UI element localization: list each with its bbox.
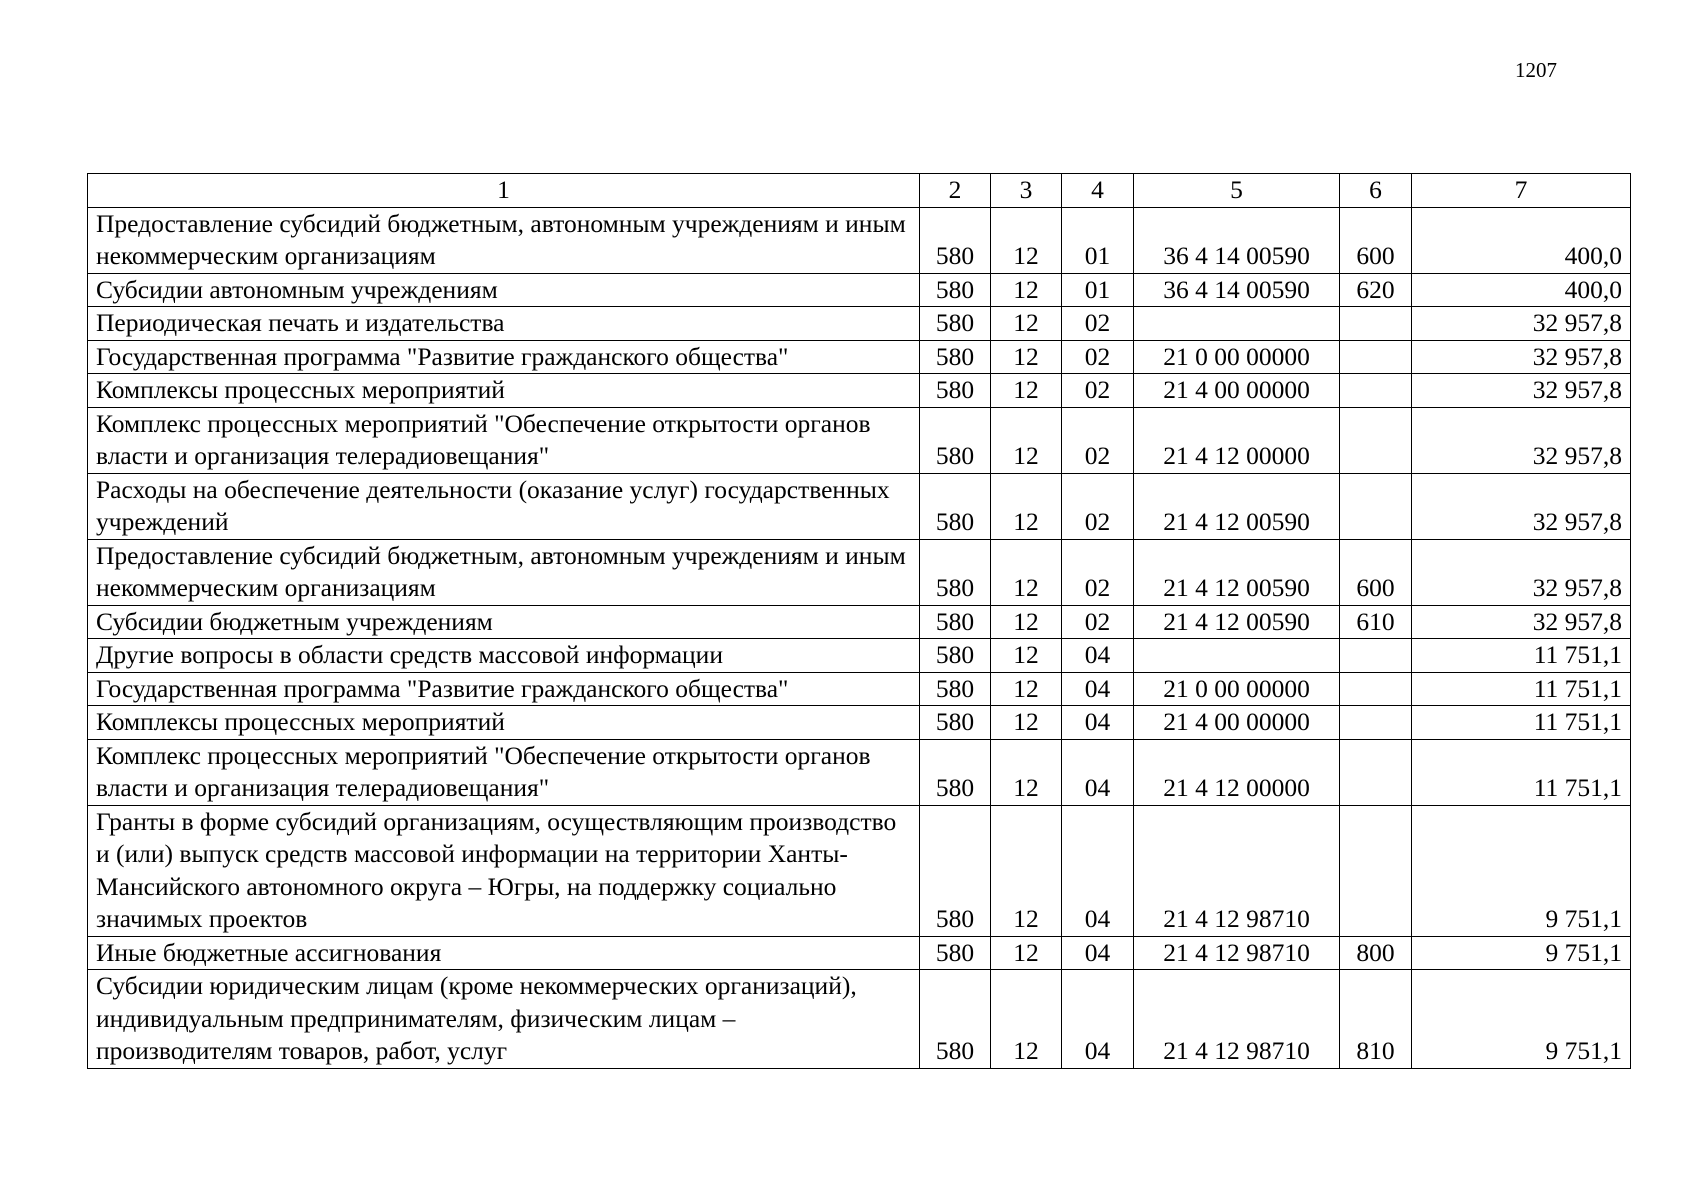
row-expense-type-cell: [1340, 407, 1412, 473]
table-body: [88, 207, 1631, 1068]
row-name-cell: Государственная программа "Развитие гражданского общества": [88, 340, 920, 374]
row-subsection-cell: 02: [1062, 473, 1134, 539]
row-subsection-cell: 02: [1062, 340, 1134, 374]
row-section-cell: 12: [991, 672, 1062, 706]
row-grbs-cell: 580: [920, 672, 991, 706]
row-target-article-cell: 21 4 12 00000: [1134, 407, 1340, 473]
row-amount-cell: 32 957,8: [1412, 407, 1631, 473]
row-target-article-cell: 21 4 12 00590: [1134, 605, 1340, 639]
row-name-cell: Субсидии бюджетным учреждениям: [88, 605, 920, 639]
row-grbs-cell: 580: [920, 374, 991, 408]
row-grbs-cell: 580: [920, 706, 991, 740]
row-target-article-cell: 21 4 12 00590: [1134, 473, 1340, 539]
table-row: [88, 273, 1631, 307]
table-row: [88, 307, 1631, 341]
row-target-article-cell: [1134, 639, 1340, 673]
row-target-article-cell: 21 4 12 98710: [1134, 970, 1340, 1069]
row-expense-type-cell: [1340, 374, 1412, 408]
row-expense-type-cell: [1340, 340, 1412, 374]
table-row: [88, 672, 1631, 706]
row-section-cell: 12: [991, 605, 1062, 639]
row-name-cell: Расходы на обеспечение деятельности (оказание услуг) государственных учреждений: [88, 473, 920, 539]
row-target-article-cell: 36 4 14 00590: [1134, 273, 1340, 307]
table-row: [88, 207, 1631, 273]
row-amount-cell: 9 751,1: [1412, 805, 1631, 936]
row-grbs-cell: 580: [920, 473, 991, 539]
table-row: [88, 970, 1631, 1069]
row-target-article-cell: 21 4 12 00000: [1134, 739, 1340, 805]
row-grbs-cell: 580: [920, 605, 991, 639]
row-grbs-cell: 580: [920, 805, 991, 936]
table-row: [88, 374, 1631, 408]
budget-table: [87, 173, 1631, 1069]
row-name-cell: Другие вопросы в области средств массовой информации: [88, 639, 920, 673]
row-expense-type-cell: [1340, 672, 1412, 706]
row-name-cell: Комплексы процессных мероприятий: [88, 706, 920, 740]
row-amount-cell: 32 957,8: [1412, 605, 1631, 639]
row-subsection-cell: 04: [1062, 706, 1134, 740]
row-name-cell: Комплексы процессных мероприятий: [88, 374, 920, 408]
row-grbs-cell: 580: [920, 936, 991, 970]
row-amount-cell: 11 751,1: [1412, 739, 1631, 805]
row-name-cell: Субсидии автономным учреждениям: [88, 273, 920, 307]
row-subsection-cell: 02: [1062, 605, 1134, 639]
table-row: [88, 340, 1631, 374]
row-subsection-cell: 02: [1062, 539, 1134, 605]
row-subsection-cell: 01: [1062, 273, 1134, 307]
row-name-cell: Субсидии юридическим лицам (кроме некоммерческих организаций), индивидуальным предпринимателям, физическим лицам – производителям товаров, работ, услуг: [88, 970, 920, 1069]
row-section-cell: 12: [991, 936, 1062, 970]
column-header: 6: [1340, 174, 1412, 208]
row-name-cell: Комплекс процессных мероприятий "Обеспечение открытости органов власти и организация телерадиовещания": [88, 739, 920, 805]
column-header: 7: [1412, 174, 1631, 208]
row-expense-type-cell: 610: [1340, 605, 1412, 639]
row-section-cell: 12: [991, 307, 1062, 341]
table-header-row: [88, 174, 1631, 208]
row-expense-type-cell: 800: [1340, 936, 1412, 970]
row-target-article-cell: 21 4 00 00000: [1134, 706, 1340, 740]
row-section-cell: 12: [991, 739, 1062, 805]
row-amount-cell: 32 957,8: [1412, 307, 1631, 341]
row-name-cell: Предоставление субсидий бюджетным, автономным учреждениям и иным некоммерческим организациям: [88, 207, 920, 273]
row-section-cell: 12: [991, 473, 1062, 539]
row-subsection-cell: 04: [1062, 639, 1134, 673]
row-target-article-cell: 36 4 14 00590: [1134, 207, 1340, 273]
row-target-article-cell: 21 4 12 98710: [1134, 936, 1340, 970]
row-target-article-cell: 21 4 00 00000: [1134, 374, 1340, 408]
row-grbs-cell: 580: [920, 739, 991, 805]
column-header: 3: [991, 174, 1062, 208]
row-section-cell: 12: [991, 805, 1062, 936]
row-grbs-cell: 580: [920, 307, 991, 341]
row-grbs-cell: 580: [920, 340, 991, 374]
row-section-cell: 12: [991, 970, 1062, 1069]
row-amount-cell: 32 957,8: [1412, 340, 1631, 374]
row-expense-type-cell: [1340, 805, 1412, 936]
row-subsection-cell: 04: [1062, 936, 1134, 970]
row-expense-type-cell: 600: [1340, 539, 1412, 605]
row-name-cell: Комплекс процессных мероприятий "Обеспечение открытости органов власти и организация телерадиовещания": [88, 407, 920, 473]
row-section-cell: 12: [991, 407, 1062, 473]
row-grbs-cell: 580: [920, 207, 991, 273]
row-section-cell: 12: [991, 340, 1062, 374]
row-grbs-cell: 580: [920, 539, 991, 605]
table-row: [88, 639, 1631, 673]
row-amount-cell: 32 957,8: [1412, 374, 1631, 408]
table-row: [88, 473, 1631, 539]
row-amount-cell: 11 751,1: [1412, 672, 1631, 706]
row-grbs-cell: 580: [920, 970, 991, 1069]
row-amount-cell: 32 957,8: [1412, 473, 1631, 539]
row-grbs-cell: 580: [920, 273, 991, 307]
table-row: [88, 407, 1631, 473]
row-section-cell: 12: [991, 374, 1062, 408]
row-amount-cell: 32 957,8: [1412, 539, 1631, 605]
row-target-article-cell: [1134, 307, 1340, 341]
row-expense-type-cell: 600: [1340, 207, 1412, 273]
row-grbs-cell: 580: [920, 407, 991, 473]
row-subsection-cell: 04: [1062, 739, 1134, 805]
row-expense-type-cell: [1340, 473, 1412, 539]
row-expense-type-cell: 810: [1340, 970, 1412, 1069]
row-target-article-cell: 21 4 12 98710: [1134, 805, 1340, 936]
row-target-article-cell: 21 0 00 00000: [1134, 672, 1340, 706]
row-name-cell: Гранты в форме субсидий организациям, осуществляющим производство и (или) выпуск средств массовой информации на территории Ханты-Мансийского автономного округа – Югры, на поддержку социально значимых проектов: [88, 805, 920, 936]
row-expense-type-cell: 620: [1340, 273, 1412, 307]
row-expense-type-cell: [1340, 706, 1412, 740]
row-amount-cell: 9 751,1: [1412, 936, 1631, 970]
row-amount-cell: 11 751,1: [1412, 706, 1631, 740]
row-name-cell: Предоставление субсидий бюджетным, автономным учреждениям и иным некоммерческим организациям: [88, 539, 920, 605]
row-subsection-cell: 02: [1062, 407, 1134, 473]
row-subsection-cell: 04: [1062, 805, 1134, 936]
row-subsection-cell: 04: [1062, 672, 1134, 706]
row-expense-type-cell: [1340, 739, 1412, 805]
row-expense-type-cell: [1340, 639, 1412, 673]
page-number: 1207: [1515, 58, 1557, 82]
row-amount-cell: 400,0: [1412, 207, 1631, 273]
row-name-cell: Периодическая печать и издательства: [88, 307, 920, 341]
row-subsection-cell: 01: [1062, 207, 1134, 273]
row-section-cell: 12: [991, 539, 1062, 605]
row-target-article-cell: 21 4 12 00590: [1134, 539, 1340, 605]
row-subsection-cell: 04: [1062, 970, 1134, 1069]
column-header: 5: [1134, 174, 1340, 208]
row-section-cell: 12: [991, 273, 1062, 307]
row-name-cell: Иные бюджетные ассигнования: [88, 936, 920, 970]
row-grbs-cell: 580: [920, 639, 991, 673]
table-row: [88, 936, 1631, 970]
table-row: [88, 539, 1631, 605]
row-amount-cell: 9 751,1: [1412, 970, 1631, 1069]
row-subsection-cell: 02: [1062, 374, 1134, 408]
column-header: 1: [88, 174, 920, 208]
table-row: [88, 706, 1631, 740]
row-target-article-cell: 21 0 00 00000: [1134, 340, 1340, 374]
row-section-cell: 12: [991, 706, 1062, 740]
table-row: [88, 739, 1631, 805]
table-row: [88, 605, 1631, 639]
row-section-cell: 12: [991, 639, 1062, 673]
row-name-cell: Государственная программа "Развитие гражданского общества": [88, 672, 920, 706]
row-section-cell: 12: [991, 207, 1062, 273]
row-amount-cell: 11 751,1: [1412, 639, 1631, 673]
row-subsection-cell: 02: [1062, 307, 1134, 341]
column-header: 2: [920, 174, 991, 208]
row-amount-cell: 400,0: [1412, 273, 1631, 307]
column-header: 4: [1062, 174, 1134, 208]
row-expense-type-cell: [1340, 307, 1412, 341]
table-row: [88, 805, 1631, 936]
